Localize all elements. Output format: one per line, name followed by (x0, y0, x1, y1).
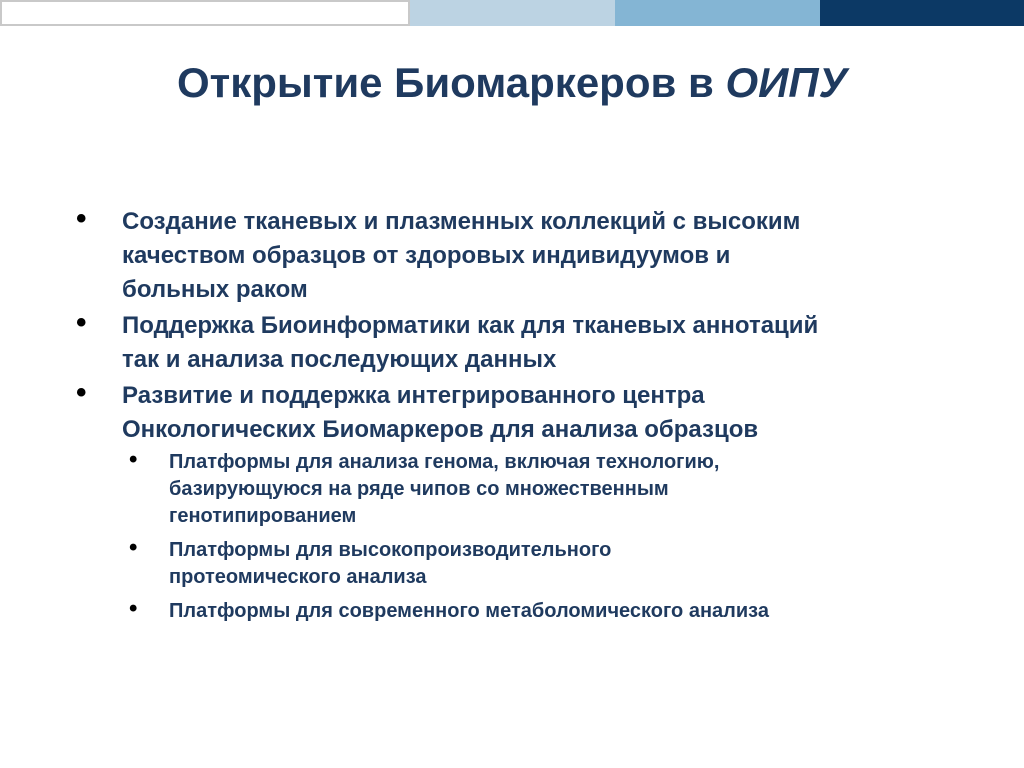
strip-segment-mid-blue (615, 0, 820, 26)
bullet-text-line: больных раком (122, 276, 308, 303)
sub-bullet-text-line: Платформы для анализа генома, включая технологию, (169, 451, 720, 473)
sub-bullet-text-line: генотипированием (169, 505, 357, 527)
bullet-text-line: Развитие и поддержка интегрированного центра (122, 382, 705, 409)
sub-bullet-dot-icon: • (129, 595, 138, 622)
bullet-dot-icon: • (76, 202, 87, 235)
strip-segment-light-blue (410, 0, 615, 26)
bullet-text-line: Онкологических Биомаркеров для анализа образцов (122, 416, 759, 443)
bullet-dot-icon: • (76, 376, 87, 409)
sub-bullet-dot-icon: • (129, 534, 138, 561)
strip-segment-dark-blue (820, 0, 1024, 26)
bullet-dot-icon: • (76, 306, 87, 339)
slide-title-italic: ОИПУ (725, 59, 848, 106)
bullet-text-line: качеством образцов от здоровых индивидуумов и (122, 242, 731, 269)
bullet-text-line: так и анализа последующих данных (122, 346, 557, 373)
sub-bullet-dot-icon: • (129, 446, 138, 473)
sub-bullet-item (76, 446, 976, 530)
sub-bullet-item (76, 595, 976, 625)
sub-bullet-text-line: Платформы для высокопроизводительного (169, 539, 612, 561)
bullet-item (76, 306, 976, 377)
sub-bullet-text-line: протеомического анализа (169, 566, 427, 588)
sub-bullet-text-line: базирующуюся на ряде чипов со множественным (169, 478, 669, 500)
bullet-list (76, 202, 976, 632)
bullet-text-line: Создание тканевых и плазменных коллекций с высоким (122, 208, 801, 235)
sub-bullet-item (76, 534, 976, 591)
strip-segment-outline (0, 0, 410, 26)
bullet-item (76, 202, 976, 307)
top-color-strip (0, 0, 1024, 26)
bullet-item (76, 376, 976, 447)
slide-title-main: Открытие Биомаркеров в (176, 59, 726, 106)
sub-bullet-text-line: Платформы для современного метаболомического анализа (169, 600, 769, 622)
slide-title (0, 58, 1024, 108)
bullet-text-line: Поддержка Биоинформатики как для тканевых аннотаций (122, 312, 819, 339)
